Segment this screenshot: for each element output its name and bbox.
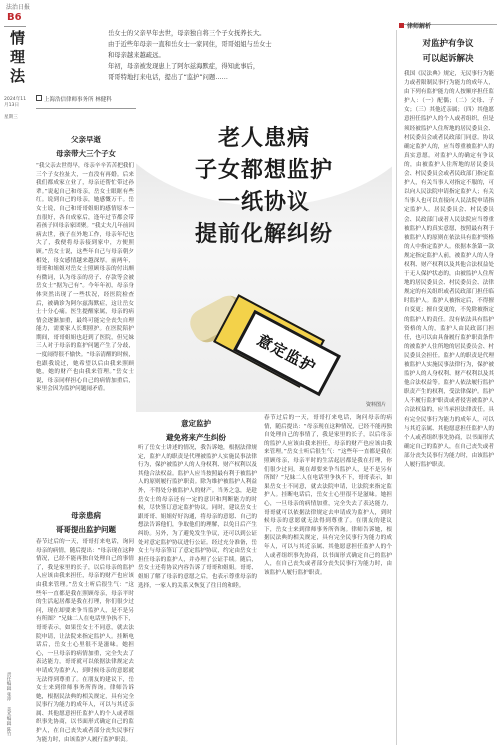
lede-line: 和母亲越来越疏远。: [108, 52, 165, 59]
weekday: 星期三: [4, 115, 18, 120]
issue-date: 2024年11月13日: [4, 97, 27, 108]
red-square-icon: [399, 23, 404, 28]
page-code: B6: [7, 12, 22, 23]
sidebar-title-line: 对监护有争议: [422, 39, 474, 49]
masthead-rule: [4, 26, 26, 27]
sidebar-divider: [396, 30, 397, 745]
byline-text: 上海浩信律师事务所 林健科: [44, 97, 112, 103]
section-2-title: [36, 510, 136, 535]
section-title-line: 避免将来产生纠纷: [166, 433, 226, 442]
stamp-illustration: [186, 276, 346, 396]
lede-line: 年初，母亲被发现患上了阿尔兹海默症，得知此事后，: [108, 63, 260, 70]
section-title-line: 哥哥提出监护问题: [56, 525, 116, 534]
paragraph: “我父亲去世得早，母亲辛辛苦苦把我们三个子女拉扯大，一直没有再婚。后来我们都成家立业了，母亲还帮忙带过孙辈。”说起自己和母亲，岳女士眼眶有些红。说到自己的母亲，她感慨万千。岳女士说，自己和哥哥姐姐的感情原本一直很好，各自成家后，逢年过节都会带着孩子回母亲家团聚。“我丈夫几年前因病去世，孩子在外地工作，母亲年纪也大了，我便将母亲接到家中，方便照顾。”岳女士说，这些年自己与母亲朝夕相处，母女感情越来越深厚。前两年，哥哥和姐姐对岳女士照顾母亲的付出颇有微词，认为母亲的房子、存款等会被岳女士“据为己有”。今年年初，母亲身体突然出现了一些状况，经医院检查后，被确诊为阿尔兹海默症，这让岳女士十分心痛。医生提醒家属，母亲的病情会逐渐加重，最终可能完全丧失自理能力，需要家人长期照护。在医院陪护期间，哥哥姐姐也赶到了医院，但兄妹三人对于母亲的监护问题产生了分歧，一度闹得很不愉快。“母亲清醒的时候，也跟我说过，她希望以后由我来照顾她，她的财产也由我来管理。”岳女士说，母亲同样担心自己的病情加重后，家里会因为监护问题闹矛盾。: [36, 163, 134, 393]
stamp-text: 意定监护: [254, 330, 320, 377]
section-3-body-b: [264, 414, 392, 745]
section-title-line: 母亲带大三个子女: [56, 149, 116, 158]
byline: [36, 95, 112, 103]
lede-line: 岳女士的父亲早年去世，母亲独自将三个子女抚养长大。: [108, 30, 266, 37]
designer-credit: 美术编辑 陈竹: [6, 706, 11, 736]
paragraph: 春节过后的一天，哥哥打来电话，询问母亲的病情，随后提出：“母亲现在这种情况，已经不能再独自处理自己的事情了，我是家里的长子，以后母亲的监护人应该由我来担任，母亲的财产也应该由我来管理。”岳女士听后很生气：“这些年一直都是我在照顾母亲，母亲平时的生活起居都是我在打理，你们很少过问，现在却要来争当监护人，是不是另有所图？”兄妹二人在电话里争执不下，哥哥表示，如果岳女士不同意，就去法院申请，让法院来指定监护人。挂断电话后，岳女士心里很不是滋味。她担心，一旦母亲的病情加重，完全失去了表达能力，哥哥就可以依据法律规定去申请成为监护人，到时候母亲的意愿就无法得到尊重了。在朋友的建议下，岳女士来到律师事务所咨询。律师告诉她，根据民法典的相关规定，具有完全民事行为能力的成年人，可以与其近亲属、其他愿意担任监护人的个人或者组织事先协商，以书面形式确定自己的监护人，在自己丧失或者部分丧失民事行为能力时，由该监护人履行监护职责。: [36, 539, 134, 743]
paragraph: 听了岳女士讲述的情况，我告诉她，根据法律规定，监护人的职责是代理被监护人实施民事法律行为，保护被监护人的人身权利、财产权利以及其他合法权益。监护人应当按照最有利于被监护人的原则履行监护职责。除为维护被监护人利益外，不得处分被监护人的财产。当务之急，是趁岳女士的母亲还有一定的意识和判断能力的时候，尽快签订意定监护协议。同时，建议岳女士跟哥哥、姐姐好好沟通，将母亲的意愿、自己的想法告诉他们，争取他们的理解，以免日后产生纠纷。另外，为了避免发生争议，还可以到公证处对意定监护协议进行公证。经过充分准备，岳女士与母亲签订了意定监护协议，约定由岳女士担任母亲的监护人，并办理了公证手续。随后，岳女士还将协议内容告诉了哥哥和姐姐。哥哥、姐姐了解了母亲的意愿之后，也表示尊重母亲的选择，一家人的关系又恢复了往日的和睦。: [138, 445, 257, 589]
section-label: 情理法: [8, 30, 26, 87]
photo: [136, 106, 392, 412]
section-3-title: [136, 418, 256, 443]
section-1-title: [36, 134, 136, 159]
section-3-body-a: [138, 444, 257, 745]
sidebar-title: [400, 37, 496, 64]
section-title-line: 父亲早逝: [71, 135, 101, 144]
headline: [136, 122, 392, 250]
sidebar-body: [404, 70, 494, 745]
headline-line: 一纸协议: [217, 189, 310, 215]
editor-credit: 责任编辑 张冲: [6, 672, 11, 702]
photo-credit: 资料图片: [365, 402, 386, 408]
footer-credits: [5, 672, 11, 748]
headline-line: 老人患病: [217, 125, 310, 151]
paper-name: 法治日报: [6, 4, 31, 11]
square-icon: [36, 95, 42, 101]
section-title-line: 意定监护: [181, 419, 211, 428]
column-tag: [399, 13, 497, 30]
paragraph: 春节过后的一天，哥哥打来电话，询问母亲的病情，随后提出：“母亲现在这种情况，已经不能再独自处理自己的事情了，我是家里的长子，以后母亲的监护人应该由我来担任，母亲的财产也应该由我来管理。”岳女士听后很生气：“这些年一直都是我在照顾母亲，母亲平时的生活起居都是我在打理，你们很少过问，现在却要来争当监护人，是不是另有所图？”兄妹二人在电话里争执不下，哥哥表示，如果岳女士不同意，就去法院申请，让法院来指定监护人。挂断电话后，岳女士心里很不是滋味。她担心，一旦母亲的病情加重，完全失去了表达能力，哥哥就可以依据法律规定去申请成为监护人，到时候母亲的意愿就无法得到尊重了。在朋友的建议下，岳女士来到律师事务所咨询。律师告诉她，根据民法典的相关规定，具有完全民事行为能力的成年人，可以与其近亲属、其他愿意担任监护人的个人或者组织事先协商，以书面形式确定自己的监护人，在自己丧失或者部分丧失民事行为能力时，由该监护人履行监护职责。: [264, 415, 392, 576]
byline-rule: [36, 108, 136, 109]
section-title-line: 母亲患病: [71, 511, 101, 520]
headline-line: 提前化解纠纷: [194, 221, 333, 247]
sidebar-title-line: 可以起诉解决: [422, 54, 474, 64]
lede-line: 由于近些年母亲一直和岳女士一家同住，哥哥姐姐与岳女士: [108, 41, 272, 48]
section-1-body: [36, 162, 134, 495]
section-2-body: [36, 538, 134, 745]
headline-line: 子女都想监护: [194, 157, 333, 183]
lede-line: 哥哥特地打来电话，提出了“监护”问题……: [108, 74, 228, 81]
paragraph: 我国《民法典》规定，无民事行为能力或者限制民事行为能力的成年人，由下列有监护能力的人按顺序担任监护人：（一）配偶；（二）父母、子女；（三）其他近亲属；（四）其他愿意担任监护人的个人或者组织，但是须经被监护人住所地的居民委员会、村民委员会或者民政部门同意。协议确定监护人的，应当尊重被监护人的真实意愿。对监护人的确定有争议的，由被监护人住所地的居民委员会、村民委员会或者民政部门指定监护人，有关当事人对指定不服的，可以向人民法院申请指定监护人；有关当事人也可以直接向人民法院申请指定监护人。居民委员会、村民委员会、民政部门或者人民法院应当尊重被监护人的真实意愿，按照最有利于被监护人的原则在依法具有监护资格的人中指定监护人。依据本条第一款规定指定监护人前，被监护人的人身权利、财产权利以及其他合法权益处于无人保护状态的，由被监护人住所地的居民委员会、村民委员会、法律规定的有关组织或者民政部门担任临时监护人。监护人被指定后，不得擅自变更；擅自变更的，不免除被指定的监护人的责任。没有依法具有监护资格的人的，监护人由民政部门担任，也可以由具备履行监护职责条件的被监护人住所地的居民委员会、村民委员会担任。监护人的职责是代理被监护人实施民事法律行为，保护被监护人的人身权利、财产权利以及其他合法权益等。监护人依法履行监护职责产生的权利，受法律保护。监护人不履行监护职责或者侵害被监护人合法权益的，应当承担法律责任。具有完全民事行为能力的成年人，可以与其近亲属、其他愿意担任监护人的个人或者组织事先协商，以书面形式确定自己的监护人，在自己丧失或者部分丧失民事行为能力时，由该监护人履行监护职责。: [404, 71, 494, 469]
column-tag-label: 律师解析: [407, 23, 432, 30]
lede: [108, 28, 380, 83]
